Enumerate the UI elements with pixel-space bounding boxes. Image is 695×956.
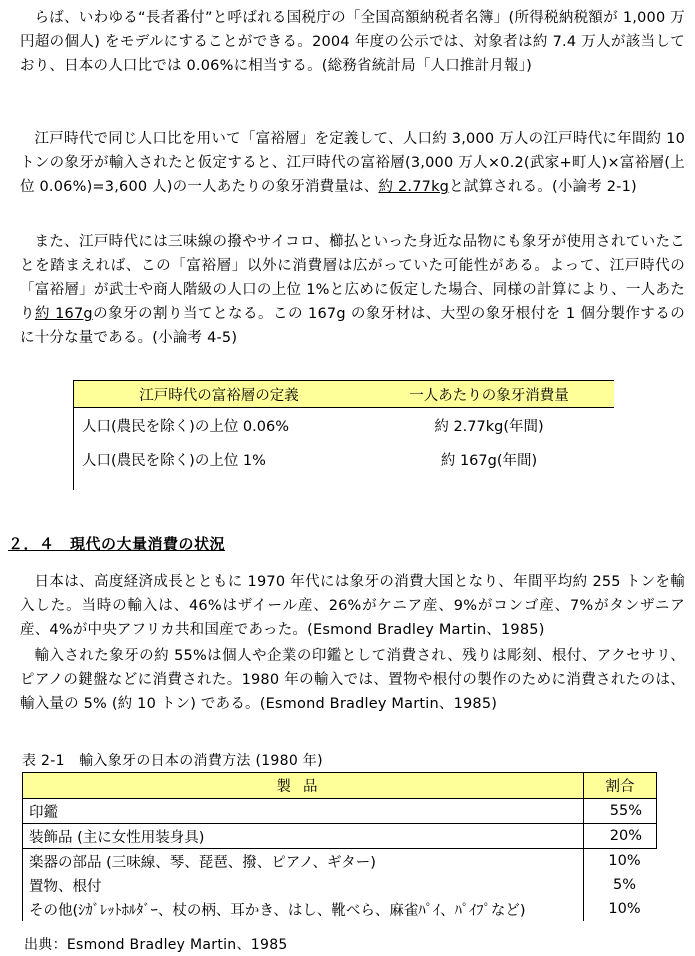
table-header-row [23,772,657,799]
paragraph-tax-register: らば、いわゆる“長者番付”と呼ばれる国税庁の「全国高額納税者名簿」(所得税納税額が 1,000 万円超の個人) をモデルにすることができる。2004 年度の公示では、対象者は約 7.4 万人が該当しており、日本の人口比では 0.06%に相当する。(総務省統計局「人口推計月報」) [20,10,685,74]
table-header-cell: 製品 [23,773,584,798]
ivory-usage-table [22,772,657,921]
table-cell: 楽器の部品 (三味線、琴、琵琶、撥、ピアノ、ギター) [23,849,584,873]
table-cell: 約 167g(年間) [440,452,538,469]
table-source: 出典：Esmond Bradley Martin、1985 [24,937,288,953]
table-caption: 表 2-1 輸入象牙の日本の消費方法 (1980 年) [22,753,323,769]
underlined-value-167g: 約 167g [35,306,93,322]
table-cell: 55% [609,803,642,819]
table-cell: 20% [609,828,642,844]
edo-consumption-table [73,380,614,490]
table-row [23,897,657,921]
table-cell: 置物、根付 [23,873,584,897]
table-spacer [74,476,614,490]
table-cell: 10% [608,853,641,869]
table-cell: 印鑑 [23,799,584,823]
paragraph-edo-broader [20,230,685,350]
table-header-cell: 割合 [605,779,635,795]
table-cell: 装飾品 (主に女性用装身具) [23,824,584,848]
paragraph-text: また、江戸時代には三味線の撥やサイコロ、櫛払といった身近な品物にも象牙が使用されていたことを踏まえれば、この「富裕層」以外に消費層は広がっていた可能性がある。よって、江戸時代の「富裕層」が武士や商人階級の人口の上位 1%と広めに仮定した場合、同様の計算により、一人あたり [20,234,685,322]
table-cell: 約 2.77kg(年間) [434,418,544,435]
underlined-value-2-77kg: 約 2.77kg [378,179,450,195]
table-cell: 5% [612,877,636,893]
table-cell: 人口(農民を除く)の上位 1% [82,452,266,469]
table-cell: その他(ｼｶﾞﾚｯﾄﾎﾙﾀﾞｰ、杖の柄、耳かき、はし、靴べら、麻雀ﾊﾟｲ、ﾊﾟｲﾌﾟなど) [23,897,584,921]
paragraph-text: と試算される。(小論考 2-1) [449,179,637,195]
table-header-cell: 一人あたりの象牙消費量 [409,387,569,404]
paragraph-edo-wealthy [20,127,685,199]
table-cell: 人口(農民を除く)の上位 0.06% [82,418,289,435]
paragraph-modern-imports: 日本は、高度経済成長とともに 1970 年代には象牙の消費大国となり、年間平均約 255 トンを輸入した。当時の輸入は、46%はザイール産、26%がケニア産、9%がコンゴ産、7%がタンザニア産、4%が中央アフリカ共和国産であった。(Esmond Bradley Martin、1985) [20,574,685,638]
paragraph-text: の象牙の割り当てとなる。この 167g の象牙材は、大型の象牙根付を 1 個分製作するのに十分な量である。(小論考 4-5) [20,306,685,346]
table-cell: 10% [608,901,641,917]
table-row [23,799,657,824]
paragraph-modern-usage: 輸入された象牙の約 55%は個人や企業の印鑑として消費され、残りは彫刻、根付、アクセサリ、ピアノの鍵盤などに消費された。1980 年の輸入では、置物や根付の製作のために消費されたのは、輸入量の 5% (約 10 トン) である。(Esmond Bradley Martin、1985) [20,648,685,712]
table-row [23,824,657,849]
table-header-row [74,381,614,408]
table-row [74,442,614,476]
paragraph-text: 江戸時代で同じ人口比を用いて「富裕層」を定義して、人口約 3,000 万人の江戸時代に年間約 10 トンの象牙が輸入されたと仮定すると、江戸時代の富裕層(3,000 万人×0.2(武家+町人)×富裕層(上位 0.06%)=3,600 人)の一人あたりの象牙消費量は、 [20,131,685,195]
section-heading: ２．４ 現代の大量消費の状況 [8,535,226,553]
table-row [23,849,657,873]
table-row [23,873,657,897]
table-header-cell: 江戸時代の富裕層の定義 [139,387,299,404]
table-row [74,408,614,442]
